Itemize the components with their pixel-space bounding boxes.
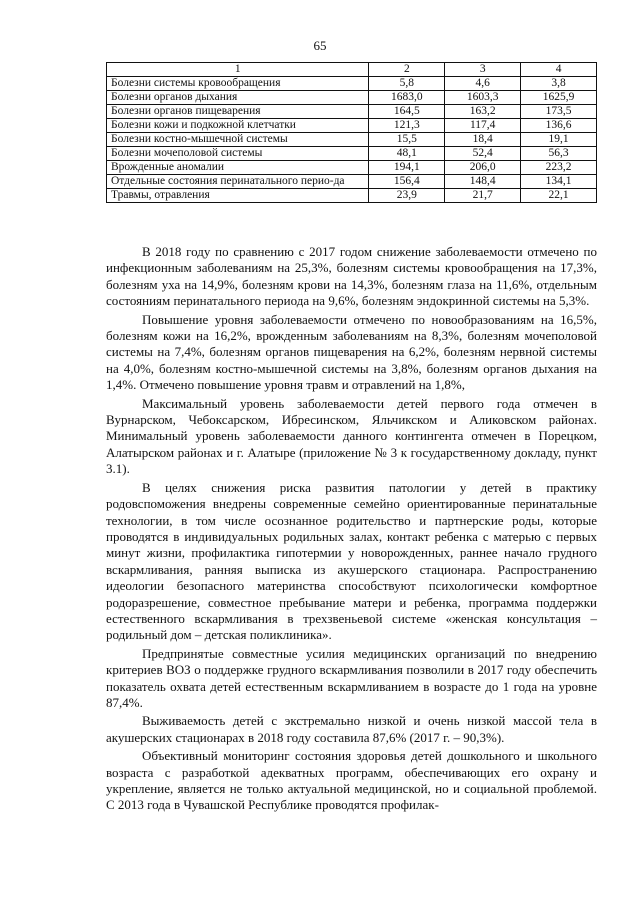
disease-name: Болезни костно-мышечной системы bbox=[107, 133, 369, 147]
value-cell: 56,3 bbox=[521, 147, 597, 161]
value-cell: 194,1 bbox=[369, 161, 445, 175]
table-row bbox=[107, 105, 597, 119]
paragraph: Максимальный уровень заболеваемости детей первого года отмечен в Вурнарском, Чебоксарском, Ибресинском, Яльчикском и Аликовском районах. Минимальный уровень заболеваемости данного контингента отмечен в Порецком, Алатырском районах и г. Алатыре (приложение № 3 к государственному докладу, пункт 3.1). bbox=[106, 395, 597, 477]
value-cell: 1603,3 bbox=[445, 91, 521, 105]
table-header-row bbox=[107, 63, 597, 77]
header-cell: 3 bbox=[445, 63, 521, 77]
value-cell: 148,4 bbox=[445, 175, 521, 189]
paragraph: Предпринятые совместные усилия медицинских организаций по внедрению критериев ВОЗ о поддержке грудного вскармливания позволили в 2017 году обеспечить показатель охвата детей естественным вскармливанием в возрасте до 1 года на уровне 87,4%. bbox=[106, 645, 597, 710]
value-cell: 3,8 bbox=[521, 77, 597, 91]
value-cell: 1683,0 bbox=[369, 91, 445, 105]
header-cell: 2 bbox=[369, 63, 445, 77]
disease-name: Травмы, отравления bbox=[107, 189, 369, 203]
value-cell: 206,0 bbox=[445, 161, 521, 175]
paragraph: Выживаемость детей с экстремально низкой и очень низкой массой тела в акушерских стационарах в 2018 году составила 87,6% (2017 г. – 90,3%). bbox=[106, 713, 597, 745]
disease-name: Врожденные аномалии bbox=[107, 161, 369, 175]
disease-name: Болезни мочеполовой системы bbox=[107, 147, 369, 161]
value-cell: 5,8 bbox=[369, 77, 445, 91]
table-row bbox=[107, 161, 597, 175]
page-number: 65 bbox=[313, 38, 327, 53]
body-text bbox=[106, 244, 597, 816]
value-cell: 4,6 bbox=[445, 77, 521, 91]
value-cell: 52,4 bbox=[445, 147, 521, 161]
header-cell: 1 bbox=[107, 63, 369, 77]
value-cell: 156,4 bbox=[369, 175, 445, 189]
header-cell: 4 bbox=[521, 63, 597, 77]
value-cell: 15,5 bbox=[369, 133, 445, 147]
value-cell: 18,4 bbox=[445, 133, 521, 147]
paragraph: В целях снижения риска развития патологии у детей в практику родовспоможения внедрены современные семейно ориентированные перинатальные технологии, в том числе осознанное родительство и партнерские роды, которые проводятся в индивидуальных родильных залах, контакт ребенка с матерью с первых минут жизни, профилактика гипотермии у новорожденных, раннее начало грудного вскармливания, ранняя выписка из акушерского стационара. Распространению идеологии безопасного материнства способствуют психологически комфортное родоразрешение, совместное пребывание матери и ребенка, программа поддержки естественного вскармливания в трехзвеньевой системе «женская консультация – родильный дом – детская поликлиника». bbox=[106, 479, 597, 643]
morbidity-table bbox=[106, 62, 597, 203]
disease-name: Болезни органов дыхания bbox=[107, 91, 369, 105]
value-cell: 134,1 bbox=[521, 175, 597, 189]
disease-name: Болезни кожи и подкожной клетчатки bbox=[107, 119, 369, 133]
value-cell: 22,1 bbox=[521, 189, 597, 203]
disease-name: Отдельные состояния перинатального перио-да bbox=[107, 175, 369, 189]
table-row bbox=[107, 119, 597, 133]
table-row bbox=[107, 133, 597, 147]
value-cell: 1625,9 bbox=[521, 91, 597, 105]
value-cell: 164,5 bbox=[369, 105, 445, 119]
value-cell: 19,1 bbox=[521, 133, 597, 147]
table-row bbox=[107, 189, 597, 203]
value-cell: 23,9 bbox=[369, 189, 445, 203]
paragraph: Повышение уровня заболеваемости отмечено по новообразованиям на 16,5%, болезням кожи на 16,2%, врожденным заболеваниям на 8,3%, болезням мочеполовой системы на 7,4%, болезням органов пищеварения на 6,2%, болезням нервной системы на 4,0%, болезням костно-мышечной системы на 3,8%, болезням органов дыхания на 1,4%. Отмечено повышение уровня травм и отравлений на 1,8%, bbox=[106, 311, 597, 393]
value-cell: 21,7 bbox=[445, 189, 521, 203]
table-row bbox=[107, 77, 597, 91]
value-cell: 117,4 bbox=[445, 119, 521, 133]
table-row bbox=[107, 175, 597, 189]
disease-name: Болезни системы кровообращения bbox=[107, 77, 369, 91]
paragraph: В 2018 году по сравнению с 2017 годом снижение заболеваемости отмечено по инфекционным заболеваниям на 25,3%, болезням системы кровообращения на 17,3%, болезням уха на 14,9%, болезням крови на 14,3%, болезням глаза на 11,6%, отдельным состояниям перинатального периода на 9,6%, болезням эндокринной системы на 5,3%. bbox=[106, 244, 597, 309]
disease-name: Болезни органов пищеварения bbox=[107, 105, 369, 119]
value-cell: 223,2 bbox=[521, 161, 597, 175]
value-cell: 136,6 bbox=[521, 119, 597, 133]
table-row bbox=[107, 147, 597, 161]
paragraph: Объективный мониторинг состояния здоровья детей дошкольного и школьного возраста с разработкой адекватных программ, обеспечивающих его охрану и укрепление, является не только актуальной медицинской, но и социальной проблемой. С 2013 года в Чувашской Республике проводятся профилак- bbox=[106, 748, 597, 813]
value-cell: 121,3 bbox=[369, 119, 445, 133]
value-cell: 173,5 bbox=[521, 105, 597, 119]
value-cell: 163,2 bbox=[445, 105, 521, 119]
table-row bbox=[107, 91, 597, 105]
value-cell: 48,1 bbox=[369, 147, 445, 161]
